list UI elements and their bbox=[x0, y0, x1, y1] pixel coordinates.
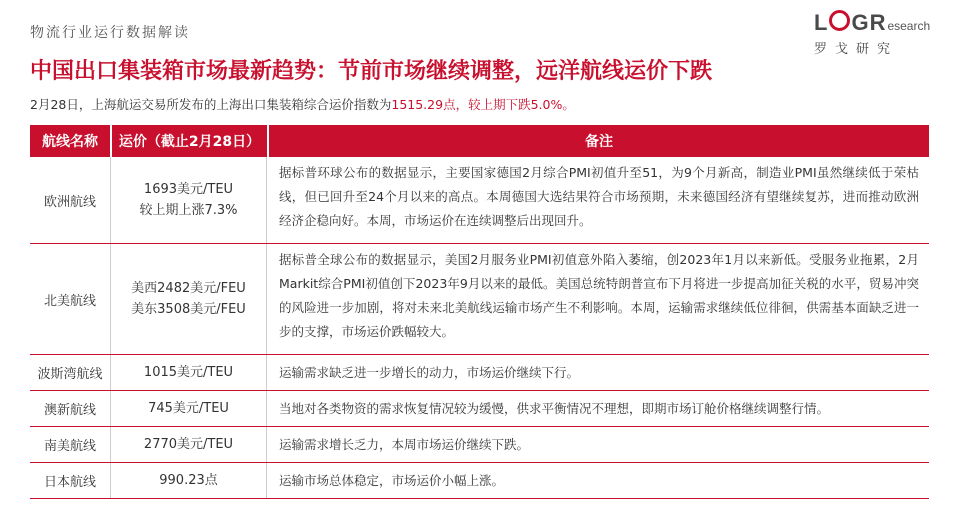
route-name: 南美航线 bbox=[30, 427, 111, 462]
logo-cn-text: 罗戈研究 bbox=[814, 42, 899, 57]
route-note: 当地对各类物资的需求恢复情况较为缓慢，供求平衡情况不理想，即期市场订舱价格继续调整行情。 bbox=[279, 400, 830, 416]
table-row bbox=[30, 427, 929, 463]
logo bbox=[814, 10, 944, 56]
route-name: 波斯湾航线 bbox=[30, 355, 111, 390]
freight-table bbox=[30, 125, 929, 499]
route-name: 日本航线 bbox=[30, 463, 111, 498]
page-title: 中国出口集装箱市场最新趋势：节前市场继续调整，远洋航线运价下跌 bbox=[30, 59, 713, 84]
route-note: 运输需求增长乏力，本周市场运价继续下跌。 bbox=[279, 436, 530, 452]
route-name: 澳新航线 bbox=[30, 391, 111, 426]
table-row bbox=[30, 244, 929, 355]
route-note: 运输市场总体稳定，市场运价小幅上涨。 bbox=[279, 472, 505, 488]
route-note: 据标普环球公布的数据显示，主要国家德国2月综合PMI初值升至51，为9个月新高，制造业PMI虽然继续低于荣枯线，但已回升至24个月以来的高点。本周德国大选结果符合市场预期，未来德国经济有望继续复苏，进而推动欧洲经济企稳向好。本周，市场运价在连续调整后出现回升。 bbox=[279, 165, 919, 228]
route-price: 990.23点 bbox=[111, 463, 267, 498]
header-route: 航线名称 bbox=[30, 125, 112, 157]
summary-highlight: 1515.29点，较上期下跌5.0%。 bbox=[391, 97, 575, 112]
table-row bbox=[30, 463, 929, 499]
summary-line bbox=[30, 95, 575, 113]
logo-ring-icon bbox=[829, 10, 850, 31]
table-row bbox=[30, 355, 929, 391]
route-price: 1015美元/TEU bbox=[111, 355, 267, 390]
route-name: 北美航线 bbox=[30, 244, 111, 354]
route-price: 美西2482美元/FEU 美东3508美元/FEU bbox=[111, 244, 267, 354]
logo-wordmark: L GResearch bbox=[814, 10, 931, 35]
route-price: 745美元/TEU bbox=[111, 391, 267, 426]
route-price: 2770美元/TEU bbox=[111, 427, 267, 462]
route-note: 运输需求缺乏进一步增长的动力，市场运价继续下行。 bbox=[279, 364, 580, 380]
section-label: 物流行业运行数据解读 bbox=[30, 25, 190, 41]
route-name: 欧洲航线 bbox=[30, 157, 111, 243]
table-header bbox=[30, 125, 929, 157]
header-note: 备注 bbox=[585, 134, 613, 150]
route-note: 据标普全球公布的数据显示，美国2月服务业PMI初值意外陷入萎缩，创2023年1月以来新低。受服务业拖累，2月Markit综合PMI初值创下2023年9月以来的最低。美国总统特朗普宣布下月将进一步提高加征关税的水平，贸易冲突的风险进一步加剧，将对未来北美航线运输市场产生不利影响。本周，运输需求继续低位徘徊，供需基本面缺乏进一步的支撑，市场运价跌幅较大。 bbox=[279, 252, 919, 339]
table-row bbox=[30, 391, 929, 427]
summary-prefix: 2月28日，上海航运交易所发布的上海出口集装箱综合运价指数为 bbox=[30, 97, 392, 112]
header-price: 运价（截止2月28日） bbox=[112, 125, 269, 157]
route-price: 1693美元/TEU 较上期上涨7.3% bbox=[111, 157, 267, 243]
table-row bbox=[30, 157, 929, 244]
